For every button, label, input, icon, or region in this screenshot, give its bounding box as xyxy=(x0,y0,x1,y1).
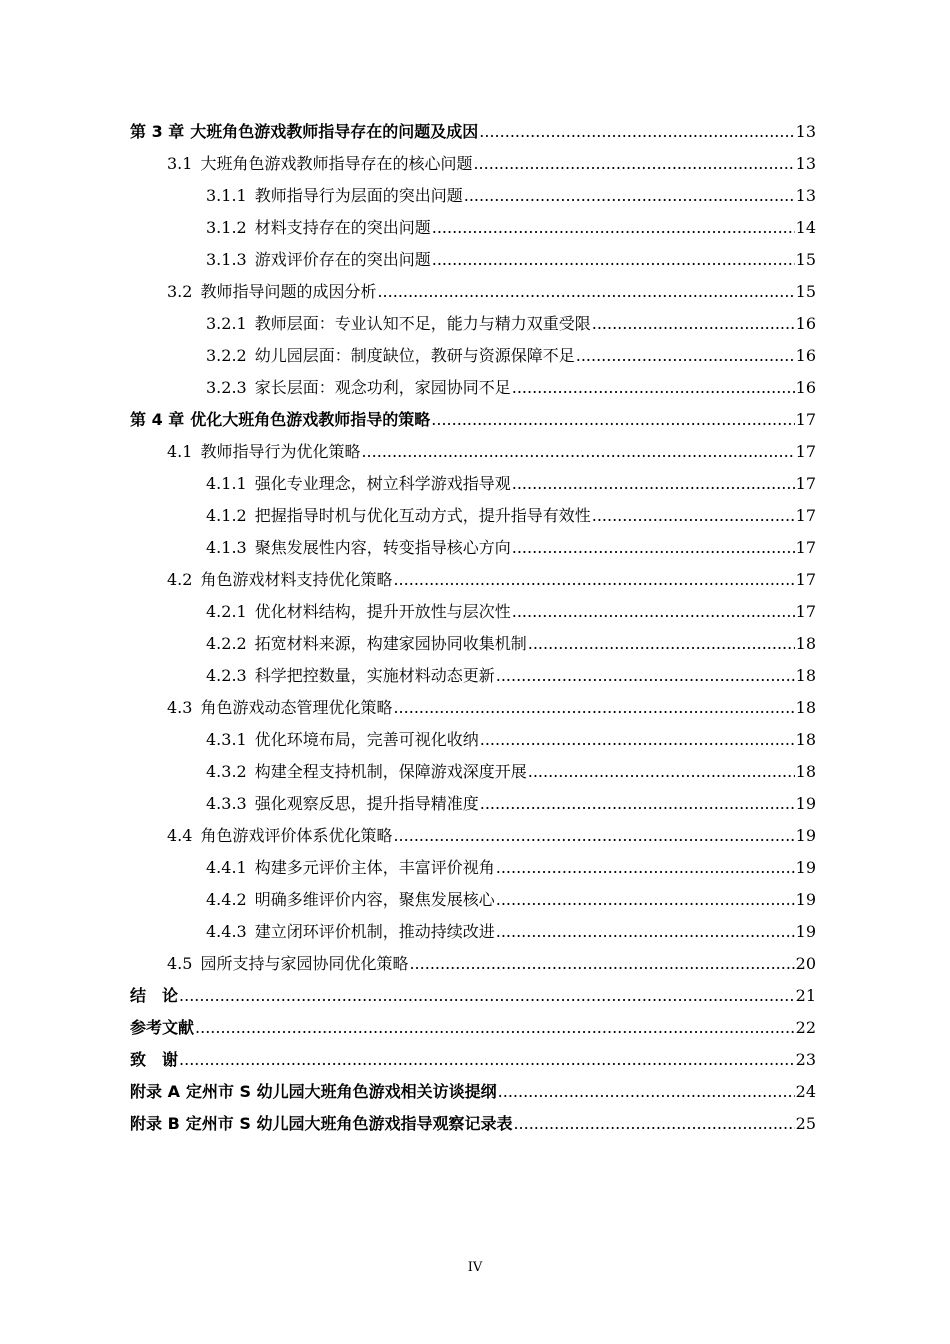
toc-entry-title: 家长层面：观念功利，家园协同不足 xyxy=(254,378,511,397)
toc-entry-title: 材料支持存在的突出问题 xyxy=(254,218,431,237)
toc-entry-number: 4.1.2 xyxy=(206,506,247,525)
toc-entry-page: 20 xyxy=(795,954,816,973)
toc-dot-leader xyxy=(498,1076,795,1108)
toc-entry-page: 13 xyxy=(795,154,816,173)
toc-entry-page: 15 xyxy=(795,250,816,269)
toc-dot-leader xyxy=(576,340,795,372)
toc-entry-title: 优化材料结构，提升开放性与层次性 xyxy=(254,602,511,621)
toc-entry-number: 3.2 xyxy=(167,282,193,301)
toc-entry[interactable] xyxy=(130,308,816,340)
toc-dot-leader xyxy=(179,1044,795,1076)
toc-entry[interactable] xyxy=(130,724,816,756)
toc-entry[interactable] xyxy=(130,404,816,436)
toc-entry-title: 教师指导行为层面的突出问题 xyxy=(254,186,463,205)
toc-entry-title: 教师层面：专业认知不足，能力与精力双重受限 xyxy=(254,314,591,333)
toc-entry-title: 园所支持与家园协同优化策略 xyxy=(200,954,409,973)
toc-entry-title: 强化专业理念，树立科学游戏指导观 xyxy=(254,474,511,493)
toc-entry-title: 参考文献 xyxy=(130,1018,195,1037)
toc-entry-title: 聚焦发展性内容，转变指导核心方向 xyxy=(254,538,511,557)
toc-dot-leader xyxy=(432,212,795,244)
toc-entry-page: 21 xyxy=(795,986,816,1005)
toc-entry-number: 3.2.2 xyxy=(206,346,247,365)
toc-entry-page: 19 xyxy=(795,794,816,813)
toc-entry-title: 角色游戏评价体系优化策略 xyxy=(200,826,393,845)
toc-entry-page: 17 xyxy=(795,538,816,557)
toc-dot-leader xyxy=(512,468,795,500)
toc-entry[interactable] xyxy=(130,244,816,276)
toc-entry[interactable] xyxy=(130,212,816,244)
toc-entry-page: 17 xyxy=(795,602,816,621)
toc-entry-number: 4.2 xyxy=(167,570,193,589)
toc-entry-title: 明确多维评价内容，聚焦发展核心 xyxy=(254,890,495,909)
toc-entry-page: 18 xyxy=(795,666,816,685)
toc-entry[interactable] xyxy=(130,948,816,980)
toc-dot-leader xyxy=(377,276,794,308)
toc-entry-title: 大班角色游戏教师指导存在的核心问题 xyxy=(200,154,473,173)
toc-dot-leader xyxy=(480,788,795,820)
toc-entry-number: 3.1.1 xyxy=(206,186,247,205)
toc-entry-title: 建立闭环评价机制，推动持续改进 xyxy=(254,922,495,941)
toc-entry-number: 4.5 xyxy=(167,954,193,973)
toc-entry[interactable] xyxy=(130,500,816,532)
toc-entry[interactable] xyxy=(130,756,816,788)
toc-entry-page: 18 xyxy=(795,634,816,653)
toc-entry-number: 第 4 章 xyxy=(130,410,185,429)
toc-entry[interactable] xyxy=(130,916,816,948)
toc-entry-number: 4.4.3 xyxy=(206,922,247,941)
toc-dot-leader xyxy=(431,404,794,436)
toc-entry[interactable] xyxy=(130,276,816,308)
toc-entry-page: 18 xyxy=(795,730,816,749)
toc-dot-leader xyxy=(496,852,795,884)
toc-entry-title: 优化大班角色游戏教师指导的策略 xyxy=(190,410,431,429)
toc-entry-page: 19 xyxy=(795,922,816,941)
toc-dot-leader xyxy=(512,532,795,564)
toc-entry-page: 16 xyxy=(795,346,816,365)
toc-entry[interactable] xyxy=(130,1076,816,1108)
toc-entry-title: 游戏评价存在的突出问题 xyxy=(254,250,431,269)
toc-dot-leader xyxy=(361,436,794,468)
toc-dot-leader xyxy=(496,884,795,916)
toc-entry-page: 13 xyxy=(795,122,816,141)
toc-entry[interactable] xyxy=(130,372,816,404)
toc-entry-number: 附录 A xyxy=(130,1082,180,1101)
toc-dot-leader xyxy=(409,948,794,980)
toc-entry[interactable] xyxy=(130,980,816,1012)
toc-entry-page: 16 xyxy=(795,314,816,333)
toc-dot-leader xyxy=(473,148,794,180)
toc-entry-title: 结 论 xyxy=(130,986,179,1005)
toc-entry-number: 4.3.3 xyxy=(206,794,247,813)
toc-entry-page: 13 xyxy=(795,186,816,205)
toc-entry[interactable] xyxy=(130,180,816,212)
toc-entry-title: 定州市 S 幼儿园大班角色游戏相关访谈提纲 xyxy=(185,1082,497,1101)
toc-dot-leader xyxy=(592,308,795,340)
toc-entry-page: 16 xyxy=(795,378,816,397)
toc-entry-number: 3.2.3 xyxy=(206,378,247,397)
toc-entry[interactable] xyxy=(130,852,816,884)
toc-entry-page: 15 xyxy=(795,282,816,301)
toc-entry-number: 4.1.3 xyxy=(206,538,247,557)
toc-entry-page: 23 xyxy=(795,1050,816,1069)
toc-entry-page: 14 xyxy=(795,218,816,237)
toc-entry-title: 定州市 S 幼儿园大班角色游戏指导观察记录表 xyxy=(185,1114,513,1133)
toc-dot-leader xyxy=(464,180,795,212)
toc-entry-page: 18 xyxy=(795,698,816,717)
toc-dot-leader xyxy=(512,372,795,404)
toc-dot-leader xyxy=(496,916,795,948)
toc-entry-title: 幼儿园层面：制度缺位，教研与资源保障不足 xyxy=(254,346,575,365)
toc-entry[interactable] xyxy=(130,692,816,724)
toc-entry[interactable] xyxy=(130,884,816,916)
toc-entry[interactable] xyxy=(130,596,816,628)
toc-dot-leader xyxy=(480,724,795,756)
toc-entry-title: 把握指导时机与优化互动方式，提升指导有效性 xyxy=(254,506,591,525)
toc-entry-page: 17 xyxy=(795,506,816,525)
toc-entry-page: 17 xyxy=(795,410,816,429)
toc-entry-number: 3.1.3 xyxy=(206,250,247,269)
toc-entry-page: 18 xyxy=(795,762,816,781)
toc-entry[interactable] xyxy=(130,468,816,500)
toc-entry-number: 4.3 xyxy=(167,698,193,717)
toc-entry-title: 教师指导问题的成因分析 xyxy=(200,282,377,301)
toc-entry-page: 17 xyxy=(795,570,816,589)
toc-entry[interactable] xyxy=(130,1044,816,1076)
toc-dot-leader xyxy=(393,564,794,596)
toc-entry-number: 4.4.1 xyxy=(206,858,247,877)
toc-entry[interactable] xyxy=(130,788,816,820)
toc-entry-number: 4.2.2 xyxy=(206,634,247,653)
toc-dot-leader xyxy=(528,756,795,788)
toc-entry-title: 科学把控数量，实施材料动态更新 xyxy=(254,666,495,685)
toc-entry-number: 4.4.2 xyxy=(206,890,247,909)
toc-entry-page: 25 xyxy=(795,1114,816,1133)
toc-entry[interactable] xyxy=(130,148,816,180)
toc-entry-page: 19 xyxy=(795,890,816,909)
toc-entry-number: 第 3 章 xyxy=(130,122,185,141)
toc-entry-title: 致 谢 xyxy=(130,1050,179,1069)
toc-entry-title: 拓宽材料来源，构建家园协同收集机制 xyxy=(254,634,527,653)
toc-entry[interactable] xyxy=(130,340,816,372)
toc-entry-number: 3.2.1 xyxy=(206,314,247,333)
toc-dot-leader xyxy=(432,244,795,276)
page-number: IV xyxy=(467,1260,483,1275)
toc-entry-title: 构建多元评价主体，丰富评价视角 xyxy=(254,858,495,877)
toc-entry[interactable] xyxy=(130,1108,816,1140)
toc-entry-number: 4.1 xyxy=(167,442,193,461)
toc-entry-title: 优化环境布局，完善可视化收纳 xyxy=(254,730,479,749)
toc-entry[interactable] xyxy=(130,628,816,660)
toc-dot-leader xyxy=(496,660,795,692)
toc-entry-title: 教师指导行为优化策略 xyxy=(200,442,361,461)
toc-entry-page: 19 xyxy=(795,858,816,877)
toc-entry[interactable] xyxy=(130,1012,816,1044)
toc-entry-number: 4.3.1 xyxy=(206,730,247,749)
toc-dot-leader xyxy=(512,596,795,628)
toc-entry-number: 3.1.2 xyxy=(206,218,247,237)
toc-dot-leader xyxy=(393,692,794,724)
toc-entry-number: 3.1 xyxy=(167,154,193,173)
toc-dot-leader xyxy=(393,820,794,852)
toc-entry-page: 17 xyxy=(795,442,816,461)
toc-entry-title: 构建全程支持机制，保障游戏深度开展 xyxy=(254,762,527,781)
toc-entry-title: 角色游戏材料支持优化策略 xyxy=(200,570,393,589)
toc-dot-leader xyxy=(179,980,795,1012)
toc-entry-title: 强化观察反思，提升指导精准度 xyxy=(254,794,479,813)
toc-entry-page: 24 xyxy=(795,1082,816,1101)
table-of-contents xyxy=(130,116,816,1140)
toc-entry-page: 22 xyxy=(795,1018,816,1037)
toc-entry-number: 4.2.3 xyxy=(206,666,247,685)
toc-entry[interactable] xyxy=(130,660,816,692)
toc-entry-page: 19 xyxy=(795,826,816,845)
toc-entry-page: 17 xyxy=(795,474,816,493)
toc-entry-number: 4.1.1 xyxy=(206,474,247,493)
toc-entry-number: 附录 B xyxy=(130,1114,180,1133)
toc-entry-number: 4.4 xyxy=(167,826,193,845)
toc-entry-number: 4.2.1 xyxy=(206,602,247,621)
toc-dot-leader xyxy=(479,116,794,148)
toc-entry[interactable] xyxy=(130,532,816,564)
toc-entry-number: 4.3.2 xyxy=(206,762,247,781)
toc-entry[interactable] xyxy=(130,116,816,148)
toc-dot-leader xyxy=(513,1108,794,1140)
toc-entry[interactable] xyxy=(130,820,816,852)
toc-dot-leader xyxy=(592,500,795,532)
toc-entry[interactable] xyxy=(130,564,816,596)
toc-entry[interactable] xyxy=(130,436,816,468)
toc-dot-leader xyxy=(195,1012,795,1044)
toc-entry-title: 大班角色游戏教师指导存在的问题及成因 xyxy=(190,122,479,141)
toc-entry-title: 角色游戏动态管理优化策略 xyxy=(200,698,393,717)
toc-dot-leader xyxy=(528,628,795,660)
